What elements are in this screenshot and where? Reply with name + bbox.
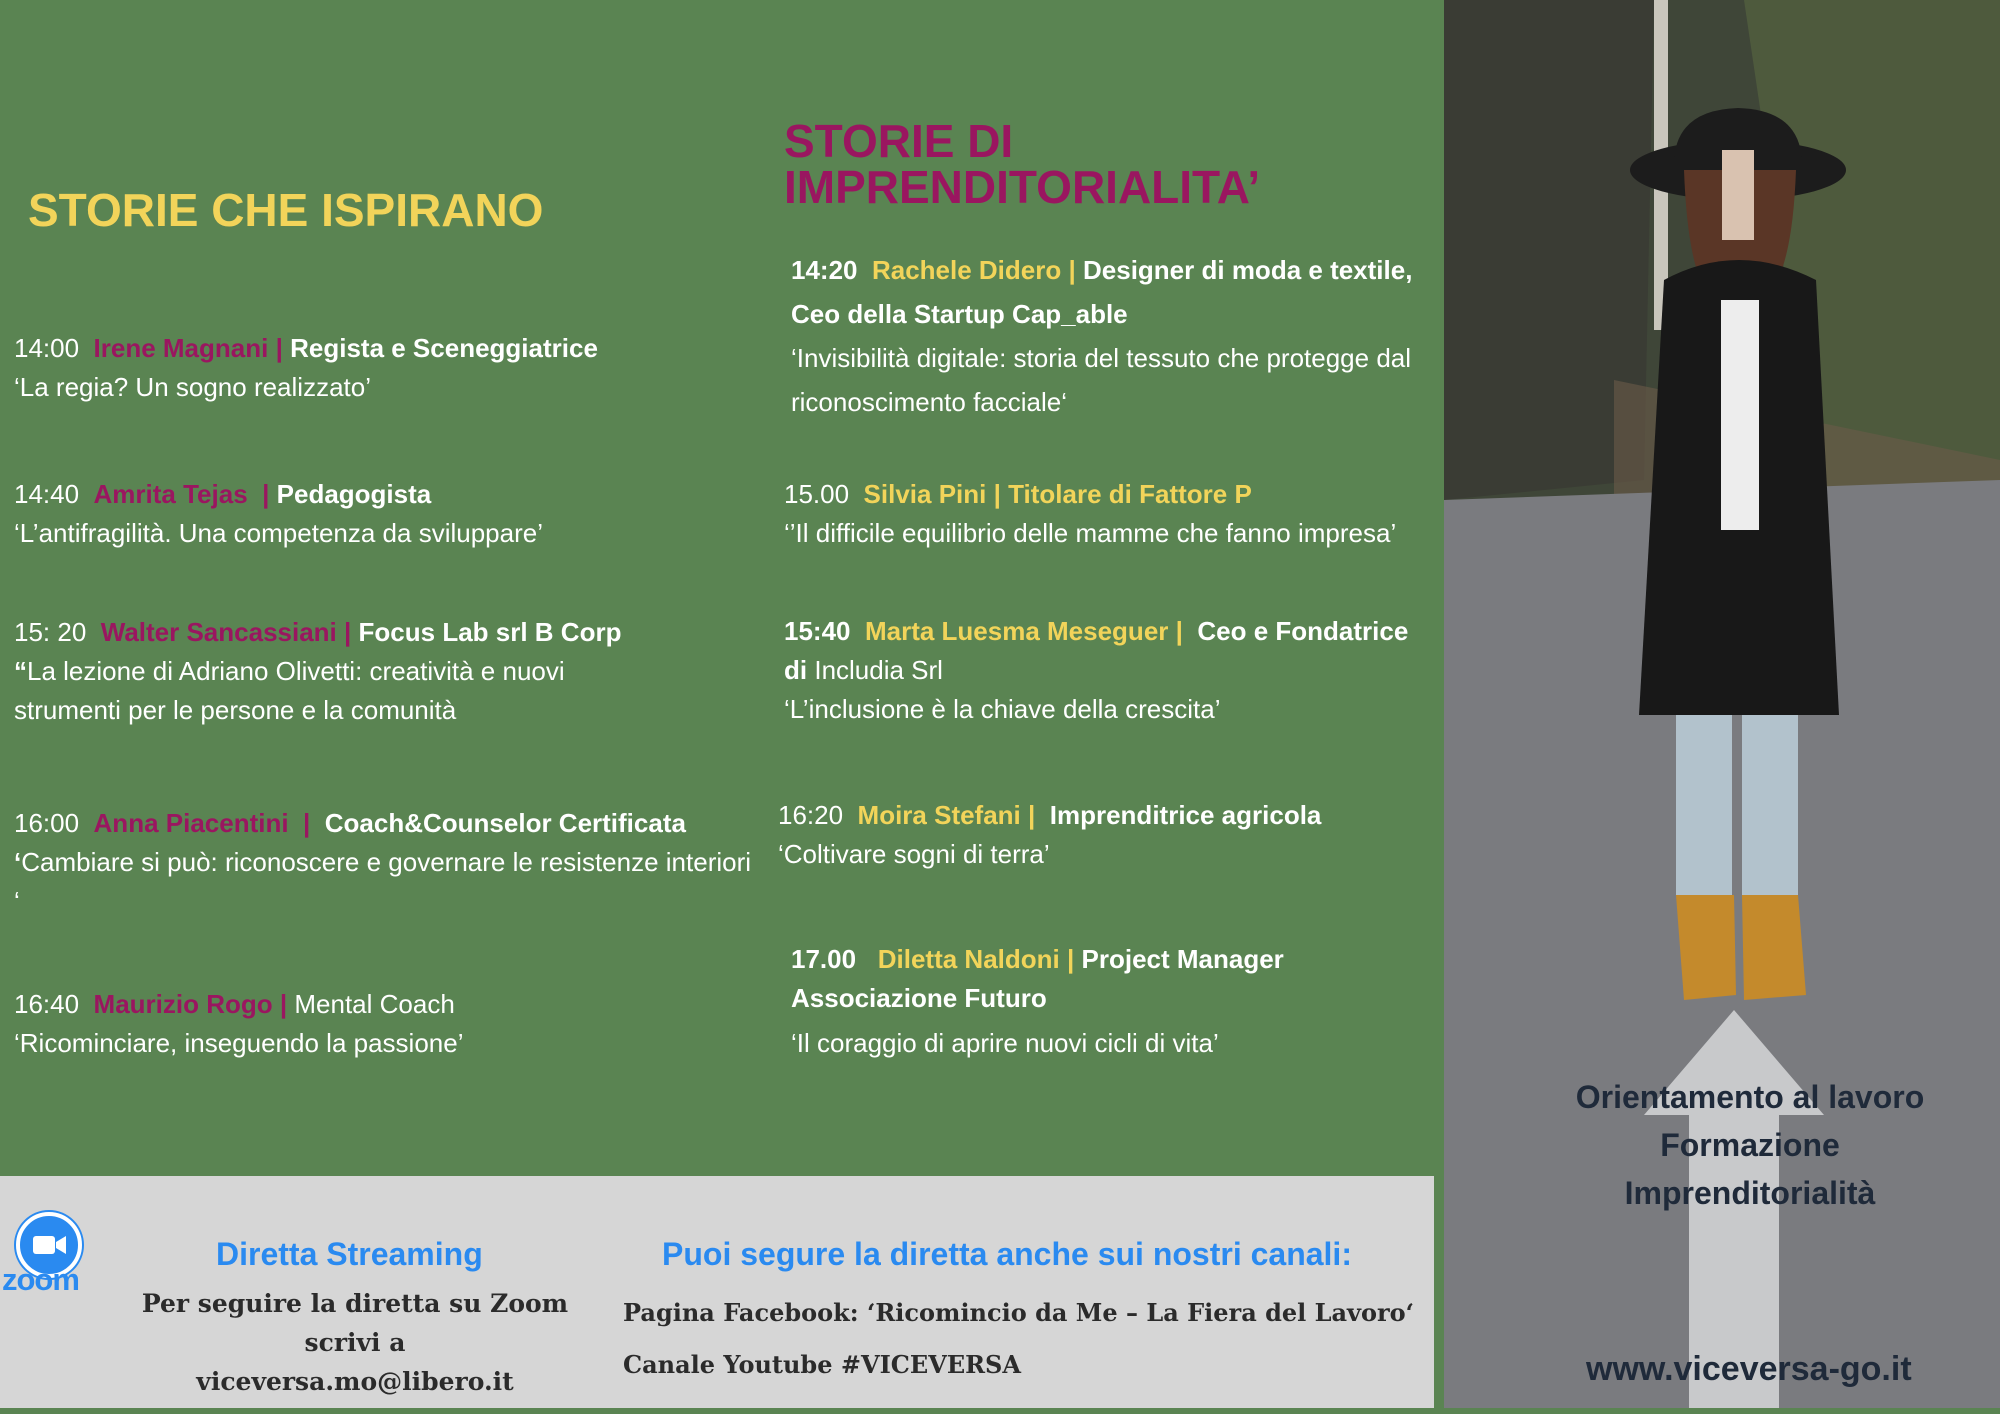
entry-time: 16:20 (778, 800, 844, 830)
talk-title: ‘Invisibilità digitale: storia del tessuto che protegge dal riconoscimento facciale‘ (791, 343, 1412, 417)
speaker-name: Maurizio Rogo (93, 989, 273, 1019)
entry-time: 14:20 (791, 255, 858, 285)
left-entry-1 (14, 329, 754, 407)
talk-title: ‘Il coraggio di aprire nuovi cicli di vita’ (791, 1028, 1219, 1058)
entry-time: 15: 20 (14, 617, 87, 647)
speaker-role: Titolare di Fattore P (1008, 479, 1252, 509)
streaming-info (120, 1284, 590, 1401)
tagline (1530, 1073, 1970, 1217)
bottom-strip (0, 1408, 2000, 1414)
separator: | (1067, 944, 1075, 974)
talk-title: ‘L’inclusione è la chiave della crescita’ (784, 694, 1221, 724)
website-link[interactable]: www.viceversa-go.it (1586, 1350, 1912, 1388)
company: Includia Srl (814, 655, 943, 685)
speaker-name: Diletta Naldoni (877, 944, 1060, 974)
left-entry-4 (14, 804, 754, 921)
talk-title: ‘Ricominciare, inseguendo la passione’ (14, 1028, 464, 1058)
right-entry-5 (791, 940, 1391, 1063)
talk-title: ‘’Il difficile equilibrio delle mamme che fanno impresa’ (784, 518, 1397, 548)
entry-time: 16:00 (14, 808, 80, 838)
speaker-name: Amrita Tejas (93, 479, 248, 509)
talk-title: Cambiare si può: riconoscere e governare le resistenze interiori ‘ (14, 847, 752, 916)
speaker-name: Marta Luesma Meseguer (864, 616, 1169, 646)
speaker-name: Irene Magnani (93, 333, 269, 363)
speaker-role: Pedagogista (276, 479, 432, 509)
separator: | (1068, 255, 1076, 285)
right-heading (784, 115, 1424, 213)
separator: | (344, 617, 352, 647)
entry-time: 16:40 (14, 989, 80, 1019)
left-entry-2 (14, 475, 754, 553)
tagline-1: Orientamento al lavoro (1575, 1079, 1925, 1115)
separator: | (1175, 616, 1183, 646)
right-entry-1 (791, 248, 1441, 424)
separator: | (303, 808, 311, 838)
entry-time: 14:40 (14, 479, 80, 509)
youtube-link[interactable]: Canale Youtube #VICEVERSA (623, 1350, 1022, 1379)
speaker-name: Silvia Pini (863, 479, 987, 509)
entry-time: 17.00 (791, 944, 857, 974)
quote-mark: “ (14, 656, 27, 686)
talk-title: La lezione di Adriano Olivetti: creatività e nuovi strumenti per le persone e la comunità (14, 656, 565, 725)
speaker-role: Designer di moda e textile, Ceo della Startup Cap_able (791, 255, 1413, 329)
streaming-email[interactable]: viceversa.mo@libero.it (196, 1367, 514, 1396)
speaker-name: Rachele Didero (871, 255, 1062, 285)
streaming-line1: Per seguire la diretta su Zoom (141, 1289, 569, 1318)
entry-time: 15:40 (784, 616, 851, 646)
speaker-role: Imprenditrice agricola (1049, 800, 1322, 830)
separator: | (1028, 800, 1036, 830)
left-heading: STORIE CHE ISPIRANO (28, 184, 544, 236)
right-heading-line1: STORIE DI (784, 115, 1014, 167)
left-entry-5 (14, 985, 754, 1063)
zoom-wordmark: zoom (2, 1262, 79, 1297)
streaming-line2: scrivi a (304, 1328, 406, 1357)
entry-time: 14:00 (14, 333, 80, 363)
speaker-role: Focus Lab srl B Corp (358, 617, 622, 647)
right-entry-4 (778, 796, 1438, 874)
separator: | (262, 479, 270, 509)
speaker-name: Anna Piacentini (93, 808, 289, 838)
streaming-title: Diretta Streaming (216, 1236, 483, 1272)
separator: | (993, 479, 1001, 509)
speaker-role: Ceo e Fondatrice di (784, 616, 1409, 685)
talk-title: ‘Coltivare sogni di terra’ (778, 839, 1050, 869)
separator: | (279, 989, 288, 1019)
facebook-link[interactable]: Pagina Facebook: ‘Ricomincio da Me – La Fiera del Lavoro‘ (623, 1298, 1415, 1327)
quote-mark: ‘ (14, 847, 22, 877)
right-entry-2 (784, 475, 1464, 553)
talk-title: ‘La regia? Un sogno realizzato’ (14, 372, 371, 402)
channels-title: Puoi segure la diretta anche sui nostri canali: (662, 1236, 1352, 1272)
separator: | (275, 333, 283, 363)
speaker-name: Moira Stefani (857, 800, 1021, 830)
speaker-role: Project Manager Associazione Futuro (791, 944, 1284, 1013)
speaker-role: Regista e Sceneggiatrice (290, 333, 598, 363)
speaker-role: Mental Coach (294, 989, 455, 1019)
tagline-3: Imprenditorialità (1624, 1175, 1876, 1211)
tagline-2: Formazione (1660, 1127, 1840, 1163)
right-heading-line2: IMPRENDITORIALITA’ (784, 161, 1261, 213)
speaker-name: Walter Sancassiani (100, 617, 337, 647)
speaker-role: Coach&Counselor Certificata (324, 808, 686, 838)
entry-time: 15.00 (784, 479, 850, 509)
right-entry-3 (784, 612, 1424, 729)
left-entry-3 (14, 613, 664, 730)
talk-title: ‘L’antifragilità. Una competenza da sviluppare’ (14, 518, 543, 548)
